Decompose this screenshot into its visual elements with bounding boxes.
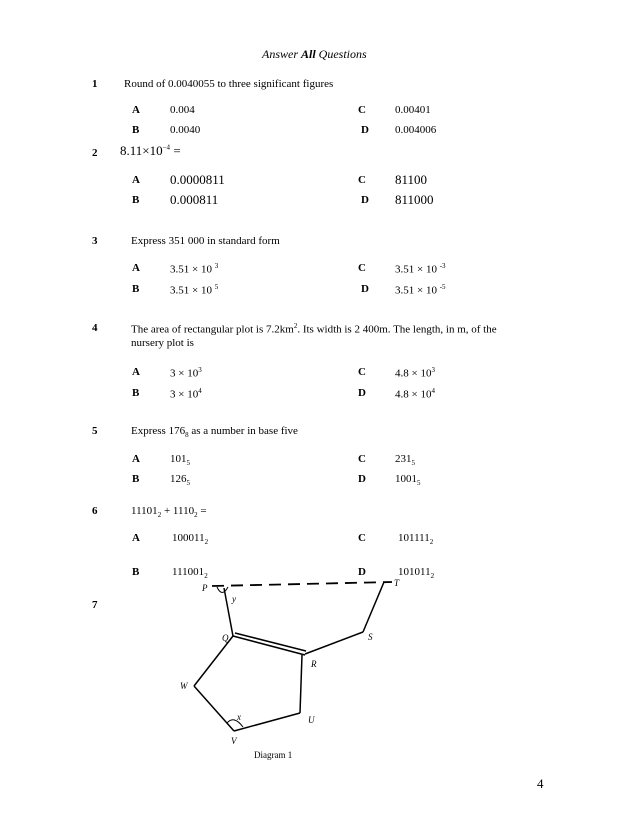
- option-c: $231_5$: [395, 453, 415, 468]
- option-label-d: D: [361, 283, 369, 295]
- diagram-caption: Diagram 1: [254, 750, 293, 760]
- option-label-b: B: [132, 194, 140, 206]
- option-label-d: D: [361, 124, 369, 136]
- question-number: 2: [92, 147, 98, 159]
- line-qr: [233, 636, 305, 655]
- option-label-d: D: [358, 566, 366, 578]
- option-label-c: C: [358, 174, 366, 186]
- option-a: $101_5$: [170, 453, 190, 468]
- option-c: 0.00401: [395, 104, 431, 116]
- option-b: 0.000811: [170, 192, 219, 207]
- option-label-a: A: [132, 453, 140, 465]
- option-c: $101111_2$: [398, 532, 434, 547]
- option-b: $3 \times 10^4$: [170, 387, 202, 401]
- option-b: $111001_2$: [172, 566, 208, 581]
- option-d: 3.51 × 10 $^{-5}$: [395, 283, 446, 297]
- option-label-c: C: [358, 366, 366, 378]
- option-label-c: C: [358, 262, 366, 274]
- line-pt: [212, 582, 392, 586]
- line-vw: [194, 686, 234, 731]
- label-v: V: [231, 736, 237, 746]
- option-a: $3 \times 10^3$: [170, 366, 202, 380]
- option-a: 0.004: [170, 104, 195, 116]
- label-q: Q: [222, 633, 229, 643]
- option-label-a: A: [132, 532, 140, 544]
- option-label-b: B: [132, 283, 140, 295]
- question-number: 5: [92, 425, 98, 437]
- option-label-c: C: [358, 104, 366, 116]
- question-text-line2: nursery plot is: [131, 337, 194, 349]
- angle-arc-p: [217, 587, 228, 593]
- option-d: $1001_5$: [395, 473, 421, 488]
- option-label-a: A: [132, 174, 140, 186]
- page-title: Answer All Questions: [262, 47, 367, 61]
- question-text: Round of 0.0040055 to three significant figures: [124, 78, 334, 90]
- label-x: x: [237, 712, 241, 722]
- option-d: 811000: [395, 192, 434, 207]
- option-a: 3.51 × 10 $^3$: [170, 262, 219, 276]
- label-t: T: [394, 578, 400, 588]
- question-number: 1: [92, 78, 98, 90]
- option-a: 0.0000811: [170, 172, 225, 187]
- option-b: 3.51 × 10 $^5$: [170, 283, 219, 297]
- question-expression: $11101_2 + 1110_2$ =: [131, 505, 207, 520]
- question-number: 7: [92, 599, 98, 611]
- label-p: P: [202, 583, 208, 593]
- question-number: 4: [92, 322, 98, 334]
- option-label-a: A: [132, 262, 140, 274]
- geometry-diagram: [170, 576, 410, 751]
- option-d: $4.8 \times 10^4$: [395, 387, 435, 401]
- option-d: $101011_2$: [398, 566, 435, 581]
- question-text: Express 351 000 in standard form: [131, 235, 280, 247]
- option-label-c: C: [358, 532, 366, 544]
- option-c: $4.8 \times 10^3$: [395, 366, 435, 380]
- option-label-b: B: [132, 566, 140, 578]
- label-w: W: [180, 681, 188, 691]
- option-label-b: B: [132, 473, 140, 485]
- line-ts: [363, 582, 384, 632]
- question-expression: $8.11\times 10^{-4}$ =: [120, 143, 181, 158]
- line-ru: [300, 655, 302, 713]
- line-wq: [194, 636, 233, 686]
- option-label-c: C: [358, 453, 366, 465]
- question-text-line1: The area of rectangular plot is $7.2km^2$. Its width is 2 400m. The length, in m, of the: [131, 322, 497, 336]
- option-label-d: D: [361, 194, 369, 206]
- label-y: y: [232, 594, 236, 604]
- page-number: 4: [537, 776, 544, 791]
- line-uv: [234, 713, 300, 731]
- question-text: Express $176_8$ as a number in base five: [131, 425, 298, 440]
- label-u: U: [308, 715, 315, 725]
- option-label-b: B: [132, 387, 140, 399]
- option-label-d: D: [358, 387, 366, 399]
- option-label-a: A: [132, 366, 140, 378]
- option-label-d: D: [358, 473, 366, 485]
- question-number: 6: [92, 505, 98, 517]
- option-label-a: A: [132, 104, 140, 116]
- label-r: R: [311, 659, 317, 669]
- option-c: 81100: [395, 172, 428, 187]
- option-d: 0.004006: [395, 124, 437, 136]
- option-label-b: B: [132, 124, 140, 136]
- line-sr: [305, 632, 363, 654]
- label-s: S: [368, 632, 373, 642]
- option-a: $100011_2$: [172, 532, 209, 547]
- line-qr-2: [235, 633, 306, 651]
- option-c: 3.51 × 10 $^{-3}$: [395, 262, 446, 276]
- question-number: 3: [92, 235, 98, 247]
- option-b: 0.0040: [170, 124, 201, 136]
- option-b: $126_5$: [170, 473, 190, 488]
